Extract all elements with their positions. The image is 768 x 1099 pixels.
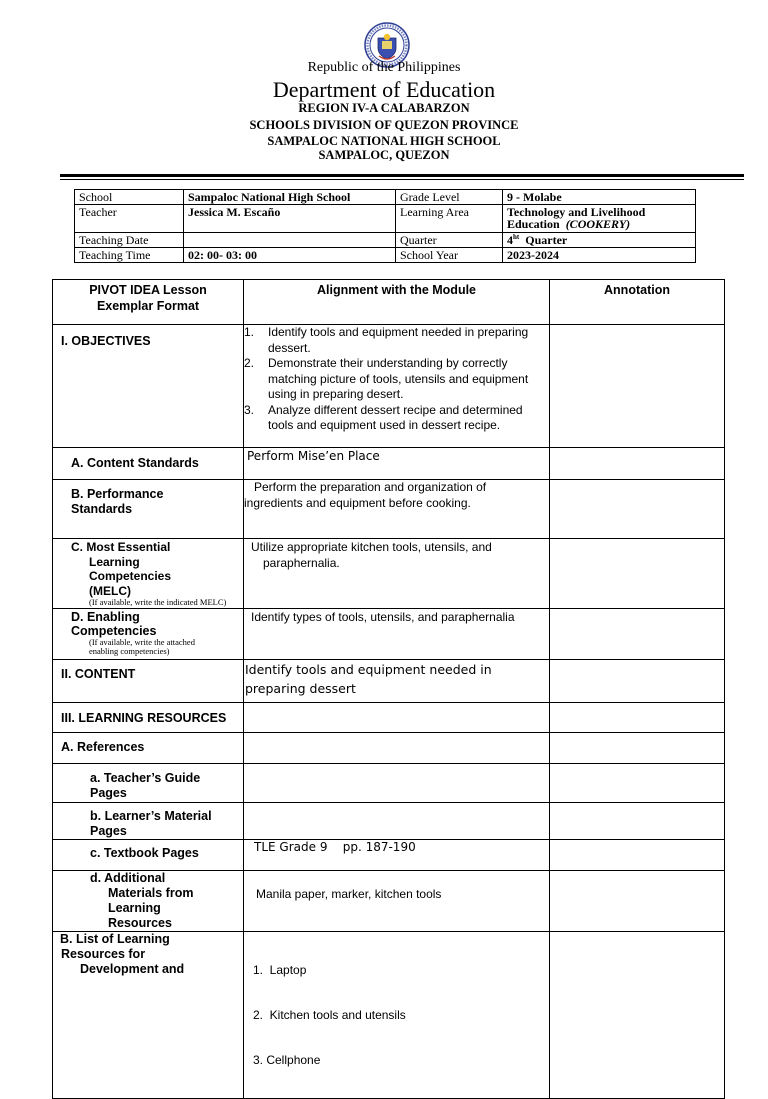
annotation-cell[interactable] [550, 480, 725, 539]
objectives-label-cell [53, 325, 244, 448]
melc-value-cell [244, 539, 550, 609]
list-item: 3. Cellphone [253, 1053, 321, 1067]
header-divider-thick [60, 174, 744, 177]
learners-material-label-cell [53, 803, 244, 840]
address-heading: SAMPALOC, QUEZON [318, 148, 450, 162]
learners-material-value-cell [244, 803, 550, 840]
table-row [53, 733, 725, 764]
objective-item [244, 356, 545, 403]
list-resources-label [53, 932, 243, 977]
annotation-cell[interactable] [550, 703, 725, 733]
content-value: Identify tools and equipment needed in preparing dessert [245, 662, 492, 696]
teachers-guide-label-cell [53, 764, 244, 803]
annotation-cell[interactable] [550, 733, 725, 764]
performance-standards-label-cell [53, 480, 244, 539]
content-label-cell [53, 660, 244, 703]
annotation-cell[interactable] [550, 325, 725, 448]
list-resources-value-cell [244, 932, 550, 1099]
enabling-competencies-label-cell [53, 609, 244, 660]
learning-resources-label-cell [53, 703, 244, 733]
list-resources-label-cell [53, 932, 244, 1099]
references-label-cell [53, 733, 244, 764]
table-row [53, 764, 725, 803]
enabling-competencies-label [53, 609, 243, 656]
division-heading: SCHOOLS DIVISION OF QUEZON PROVINCE [249, 118, 519, 132]
objective-number: 3. [244, 402, 255, 417]
department-heading: Department of Education [272, 77, 496, 102]
objectives-value-cell [244, 325, 550, 448]
annotation-cell[interactable] [550, 932, 725, 1099]
learning-area-line2-text: Education [507, 217, 560, 231]
objective-item [244, 325, 545, 356]
melc-value [244, 539, 549, 571]
additional-materials-label [53, 871, 243, 931]
lesson-exemplar-table [52, 279, 725, 1099]
teachers-guide-label-line2: Pages [90, 786, 127, 800]
content-standards-value: Perform Mise’en Place [247, 449, 380, 463]
melc-note: (If available, write the indicated MELC) [89, 597, 227, 607]
additional-label-line1: d. Additional [90, 871, 166, 885]
annotation-cell[interactable] [550, 609, 725, 660]
teaching-date-label: Teaching Date [75, 233, 184, 248]
table-row [53, 660, 725, 703]
table-row [53, 325, 725, 448]
objective-text: Analyze different dessert recipe and determined tools and equipment used in dessert recipe. [268, 402, 523, 432]
learning-resources-label: III. LEARNING RESOURCES [61, 711, 227, 725]
header-annotation-cell: Annotation [550, 280, 725, 325]
learners-material-label [53, 803, 243, 839]
melc-value-line2: paraphernalia. [263, 555, 340, 570]
textbook-label: c. Textbook Pages [90, 846, 199, 860]
textbook-value: TLE Grade 9 pp. 187-190 [254, 840, 416, 854]
header-alignment-cell: Alignment with the Module [244, 280, 550, 325]
annotation-cell[interactable] [550, 660, 725, 703]
school-value: Sampaloc National High School [184, 190, 396, 205]
teaching-time-label: Teaching Time [75, 248, 184, 263]
additional-materials-label-cell [53, 871, 244, 932]
list-label-line2: Resources for [61, 947, 146, 961]
school-heading: SAMPALOC NATIONAL HIGH SCHOOL [267, 134, 501, 148]
teacher-value: Jessica M. Escaño [184, 205, 396, 233]
performance-standards-label [53, 480, 243, 517]
teachers-guide-value-cell [244, 764, 550, 803]
learning-area-line1: Technology and Livelihood [507, 205, 646, 219]
references-label: A. References [61, 740, 145, 754]
table-header-row [53, 280, 725, 325]
textbook-label-cell [53, 840, 244, 871]
list-item: 2. Kitchen tools and utensils [253, 1008, 406, 1022]
enabling-competencies-value-cell [244, 609, 550, 660]
region-heading: REGION IV-A CALABARZON [298, 101, 470, 115]
melc-value-line1: Utilize appropriate kitchen tools, utensils, and [251, 540, 492, 554]
header-divider-thin [60, 179, 744, 180]
learning-area-line2 [507, 218, 691, 230]
content-value-cell [244, 660, 550, 703]
list-resources-value [244, 932, 549, 1098]
objective-number: 1. [244, 325, 255, 339]
learning-area-label: Learning Area [396, 205, 503, 233]
performance-standards-label-line1: B. Performance [71, 487, 164, 501]
content-label: II. CONTENT [61, 667, 136, 681]
list-label-line3: Development and [80, 962, 185, 976]
melc-label-line1: C. Most Essential [71, 540, 171, 554]
header-format-line2: Exemplar Format [96, 299, 200, 313]
melc-label-line2: Learning [89, 554, 140, 569]
table-row [53, 609, 725, 660]
learning-area-value [503, 205, 696, 233]
melc-label [53, 539, 243, 607]
annotation-cell[interactable] [550, 448, 725, 480]
content-standards-label-cell [53, 448, 244, 480]
quarter-word: Quarter [525, 233, 568, 247]
performance-standards-value-cell [244, 480, 550, 539]
quarter-suffix: ht [513, 233, 520, 241]
annotation-cell[interactable] [550, 539, 725, 609]
table-row [53, 871, 725, 932]
enabling-competencies-value: Identify types of tools, utensils, and paraphernalia [251, 610, 515, 624]
melc-label-cell [53, 539, 244, 609]
table-row [53, 480, 725, 539]
additional-label-line2: Materials from [108, 886, 194, 900]
list-label-line1: B. List of Learning [60, 932, 170, 946]
additional-label-line4: Resources [108, 916, 172, 930]
enabling-label-line2: Competencies [71, 624, 157, 638]
objective-text: Identify tools and equipment needed in preparing dessert. [268, 325, 529, 355]
grade-level-value: 9 - Molabe [503, 190, 696, 205]
additional-materials-value: Manila paper, marker, kitchen tools [256, 887, 442, 901]
additional-label-line3: Learning [108, 901, 161, 915]
lesson-info-table [74, 189, 696, 263]
learning-area-subject: (COOKERY) [565, 217, 631, 231]
enabling-label-line1: D. Enabling [71, 610, 140, 624]
additional-materials-value-cell [244, 871, 550, 932]
performance-standards-label-line2: Standards [71, 502, 133, 516]
school-year-label: School Year [396, 248, 503, 263]
quarter-number: 4 [507, 233, 513, 247]
header-format-line1: PIVOT IDEA Lesson [89, 283, 207, 297]
school-label: School [75, 190, 184, 205]
list-item: 1. Laptop [253, 963, 307, 977]
header-format-cell [53, 280, 244, 325]
textbook-value-cell [244, 840, 550, 871]
grade-level-label: Grade Level [396, 190, 503, 205]
table-row [53, 703, 725, 733]
quarter-label: Quarter [396, 233, 503, 248]
table-row [53, 539, 725, 609]
content-standards-value-cell [244, 448, 550, 480]
teacher-label: Teacher [75, 205, 184, 233]
school-year-value: 2023-2024 [503, 248, 696, 263]
objectives-label: I. OBJECTIVES [61, 334, 151, 348]
content-standards-label: A. Content Standards [71, 456, 199, 470]
teaching-time-value: 02: 00- 03: 00 [184, 248, 396, 263]
teachers-guide-label [53, 764, 243, 801]
annotation-cell[interactable] [550, 764, 725, 803]
objective-item [244, 403, 545, 434]
objective-number: 2. [244, 356, 255, 370]
objective-text: Demonstrate their understanding by correctly matching picture of tools, utensils and equipment using in preparing desert. [268, 356, 529, 401]
annotation-cell[interactable] [550, 840, 725, 871]
references-value-cell [244, 733, 550, 764]
republic-heading: Republic of the Philippines [307, 60, 461, 75]
objectives-list [244, 325, 549, 434]
table-row [53, 840, 725, 871]
teaching-date-value [184, 233, 396, 248]
table-row [53, 932, 725, 1099]
table-row [53, 803, 725, 840]
table-row [53, 448, 725, 480]
melc-label-line3: Competencies [89, 569, 172, 583]
teachers-guide-label-line1: a. Teacher’s Guide [90, 771, 201, 785]
learning-resources-value-cell [244, 703, 550, 733]
performance-standards-value: Perform the preparation and organization of ingredients and equipment before cooking. [244, 480, 487, 510]
learners-material-label-line2: Pages [90, 824, 127, 838]
annotation-cell[interactable] [550, 803, 725, 840]
enabling-note: (If available, write the attached enabling competencies) [89, 637, 195, 656]
learners-material-label-line1: b. Learner’s Material [90, 809, 212, 823]
melc-label-line4: (MELC) [89, 583, 131, 598]
quarter-value [503, 233, 696, 248]
annotation-cell[interactable] [550, 871, 725, 932]
